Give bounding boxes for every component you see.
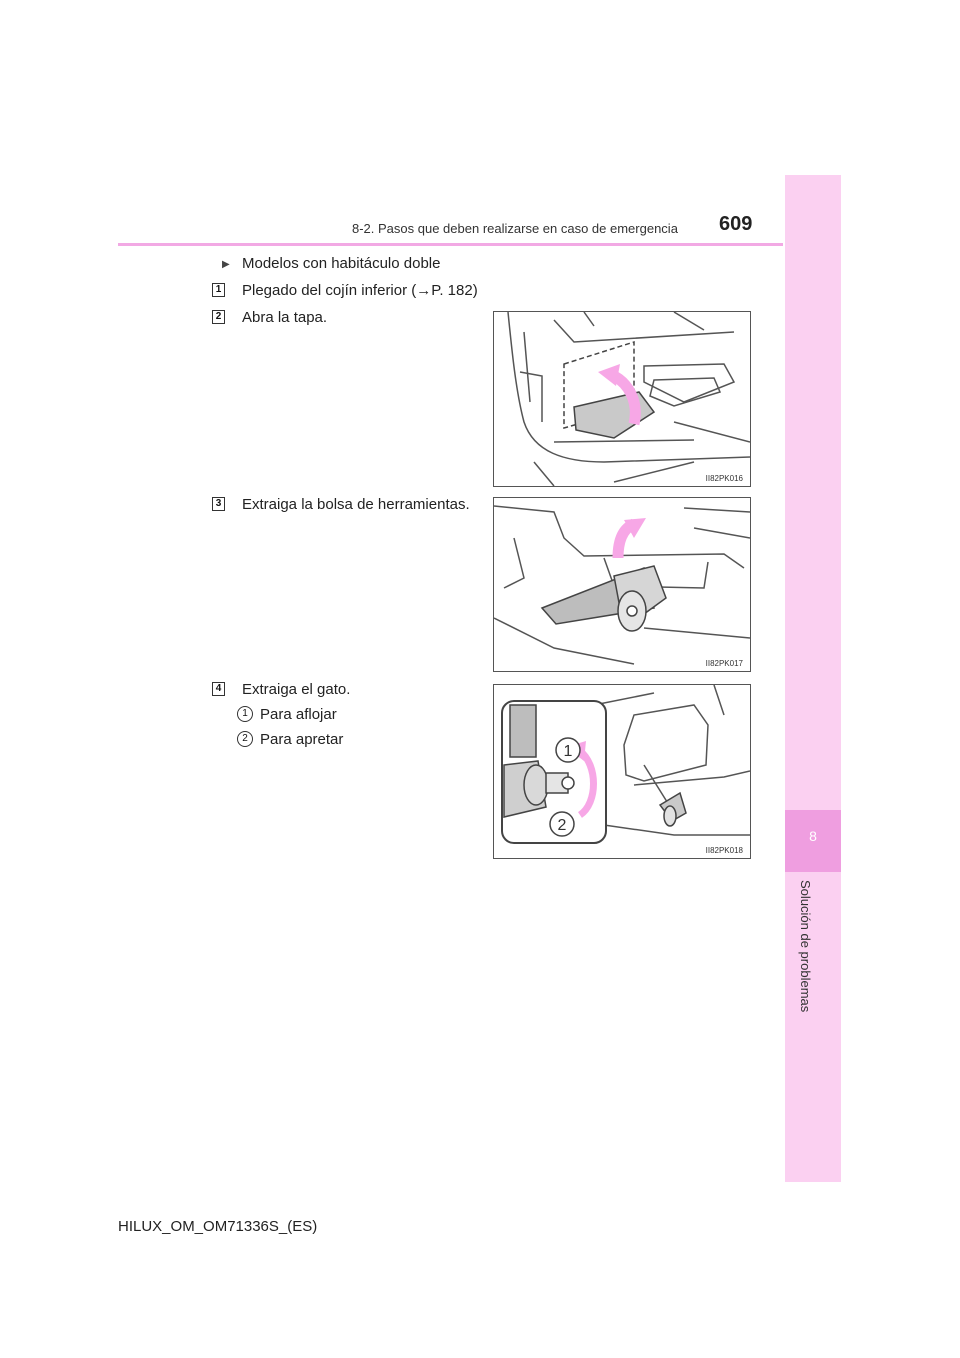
- callout-2: 2: [557, 817, 567, 834]
- page-number: 609: [719, 213, 753, 235]
- triangle-bullet-icon: ▶: [222, 259, 230, 270]
- chapter-number: 8: [809, 828, 817, 844]
- sub-item-number-1: 1: [237, 706, 253, 722]
- step-number-3: 3: [212, 497, 225, 511]
- chapter-tab: [785, 175, 841, 1182]
- tool-bag-illustration: [494, 498, 750, 671]
- figure-code: II82PK018: [705, 846, 743, 855]
- step-text-2: Abra la tapa.: [242, 309, 328, 326]
- section-title: 8-2. Pasos que deben realizarse en caso de emergencia: [352, 221, 678, 236]
- step-number-2: 2: [212, 310, 225, 324]
- callout-1: 1: [563, 743, 573, 760]
- figure-code: II82PK016: [705, 474, 743, 483]
- header-divider: [118, 243, 783, 246]
- sub-item-text-1: Para aflojar: [260, 706, 337, 723]
- figure-code: II82PK017: [705, 659, 743, 668]
- chapter-title: Solución de problemas: [798, 880, 813, 1013]
- step-number-4: 4: [212, 682, 225, 696]
- step-text-4: Extraiga el gato.: [242, 681, 351, 698]
- document-code: HILUX_OM_OM71336S_(ES): [118, 1218, 318, 1235]
- sub-item-text-2: Para apretar: [260, 731, 344, 748]
- step-text-1: Plegado del cojín inferior (→P. 182): [242, 282, 478, 299]
- jack-illustration: [494, 685, 750, 858]
- figure-jack: [493, 684, 751, 859]
- subheading: Modelos con habitáculo doble: [242, 255, 441, 272]
- cover-illustration: [494, 312, 750, 486]
- step-number-1: 1: [212, 283, 225, 297]
- figure-open-cover: [493, 311, 751, 487]
- sub-item-number-2: 2: [237, 731, 253, 747]
- step-text-3: Extraiga la bolsa de herramientas.: [242, 496, 470, 513]
- figure-tool-bag: [493, 497, 751, 672]
